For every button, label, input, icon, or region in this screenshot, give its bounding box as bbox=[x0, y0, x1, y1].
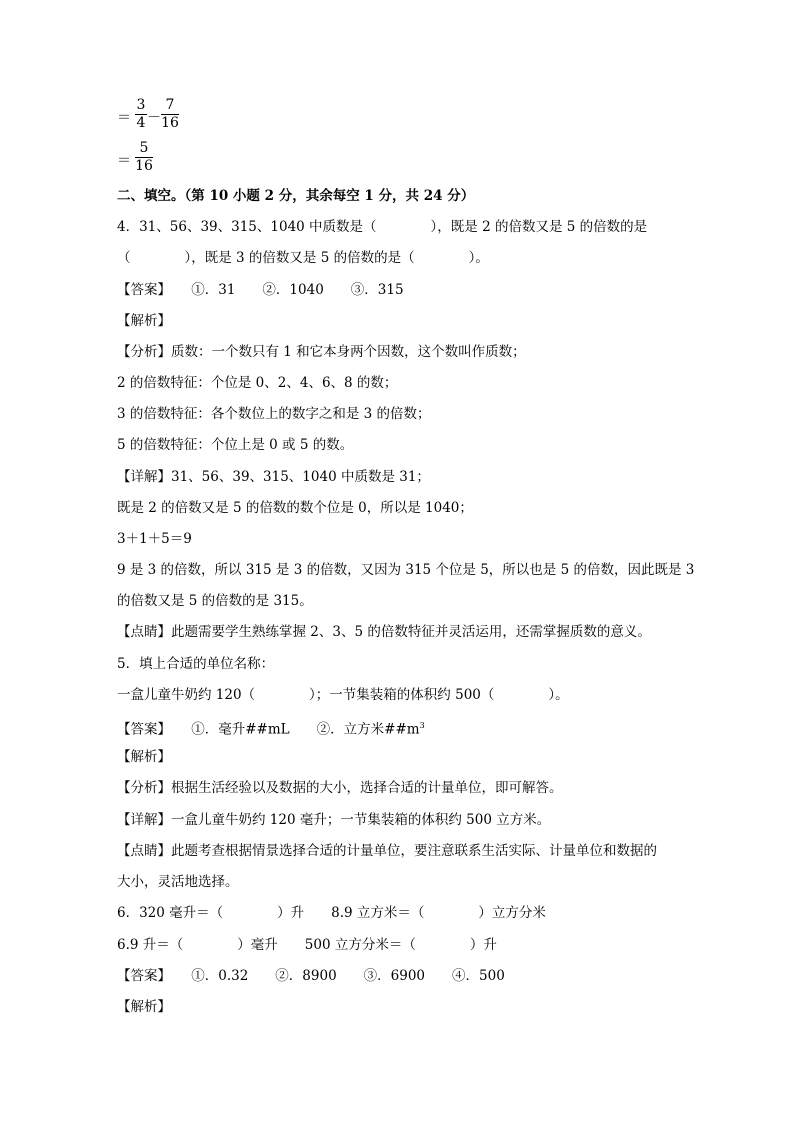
q6-line-2: 6.9 升＝（ ）毫升 500 立方分米＝（ ）升 bbox=[117, 937, 497, 953]
q4-xiangjie-1: 【详解】31、56、39、315、1040 中质数是 31； bbox=[117, 469, 430, 485]
q5-line-2: 一盒儿童牛奶约 120（ ）；一节集装箱的体积约 500（ ）。 bbox=[117, 687, 569, 703]
q5-dianjing-1: 【点睛】此题考查根据情景选择合适的计量单位，要注意联系生活实际、计量单位和数据的 bbox=[117, 843, 657, 859]
minus-sign: － bbox=[147, 110, 161, 126]
section-header: 二、填空。（第 10 小题 2 分，其余每空 1 分，共 24 分） bbox=[117, 188, 475, 204]
q5-fenxi: 【分析】根据生活经验以及数据的大小，选择合适的计量单位，即可解答。 bbox=[117, 780, 563, 796]
q6-answer: 【答案】 ①．0.32 ②．8900 ③．6900 ④．500 bbox=[117, 968, 505, 984]
equals-sign: ＝ bbox=[117, 110, 131, 126]
q4-answer: 【答案】 ①．31 ②．1040 ③．315 bbox=[117, 282, 404, 298]
q4-jiexi: 【解析】 bbox=[117, 313, 171, 329]
q4-dianjing: 【点睛】此题需要学生熟练掌握 2、3、5 的倍数特征并灵活运用，还需掌握质数的意义。 bbox=[117, 624, 651, 640]
q5-xiangjie: 【详解】一盒儿童牛奶约 120 毫升；一节集装箱的体积约 500 立方米。 bbox=[117, 812, 551, 828]
q4-xiangjie-5: 的倍数又是 5 的倍数的是 315。 bbox=[117, 593, 313, 609]
equals-sign: ＝ bbox=[117, 153, 131, 169]
q4-fenxi-3: 3 的倍数特征：各个数位上的数字之和是 3 的倍数； bbox=[117, 406, 431, 422]
q4-fenxi-2: 2 的倍数特征：个位是 0、2、4、6、8 的数； bbox=[117, 375, 398, 391]
q5-answer bbox=[117, 716, 425, 740]
q5-answer-text: 【答案】 ①．毫升##mL ②．立方米##m bbox=[117, 721, 420, 738]
q4-fenxi-1: 【分析】质数：一个数只有 1 和它本身两个因数，这个数叫作质数； bbox=[117, 344, 526, 360]
fraction-seven-sixteenths: $\frac{7}{16}$ bbox=[161, 97, 179, 131]
q6-jiexi: 【解析】 bbox=[117, 999, 171, 1015]
fraction-three-quarters: $\frac{3}{4}$ bbox=[136, 97, 146, 131]
q4-xiangjie-4: 9 是 3 的倍数，所以 315 是 3 的倍数，又因为 315 个位是 5，所以也是 5 的倍数，因此既是 3 bbox=[117, 562, 695, 578]
q4-xiangjie-2: 既是 2 的倍数又是 5 的倍数的数个位是 0，所以是 1040； bbox=[117, 500, 473, 516]
q4-xiangjie-3: 3＋1＋5＝9 bbox=[117, 531, 192, 547]
q4-line-2: （ ），既是 3 的倍数又是 5 的倍数的是（ ）。 bbox=[117, 250, 489, 266]
q5-dianjing-2: 大小，灵活地选择。 bbox=[117, 874, 239, 890]
q6-line-1: 6．320 毫升＝（ ）升 8.9 立方米＝（ ）立方分米 bbox=[117, 905, 546, 921]
q5-jiexi: 【解析】 bbox=[117, 749, 171, 765]
q5-answer-superscript: 3 bbox=[419, 721, 425, 730]
q4-line-1: 4．31、56、39、315、1040 中质数是（ ），既是 2 的倍数又是 5 的倍数的是 bbox=[117, 219, 648, 235]
fraction-five-sixteenths: $\frac{5}{16}$ bbox=[135, 140, 153, 174]
q5-line-1: 5．填上合适的单位名称： bbox=[117, 656, 275, 672]
q4-fenxi-4: 5 的倍数特征：个位上是 0 或 5 的数。 bbox=[117, 437, 354, 453]
